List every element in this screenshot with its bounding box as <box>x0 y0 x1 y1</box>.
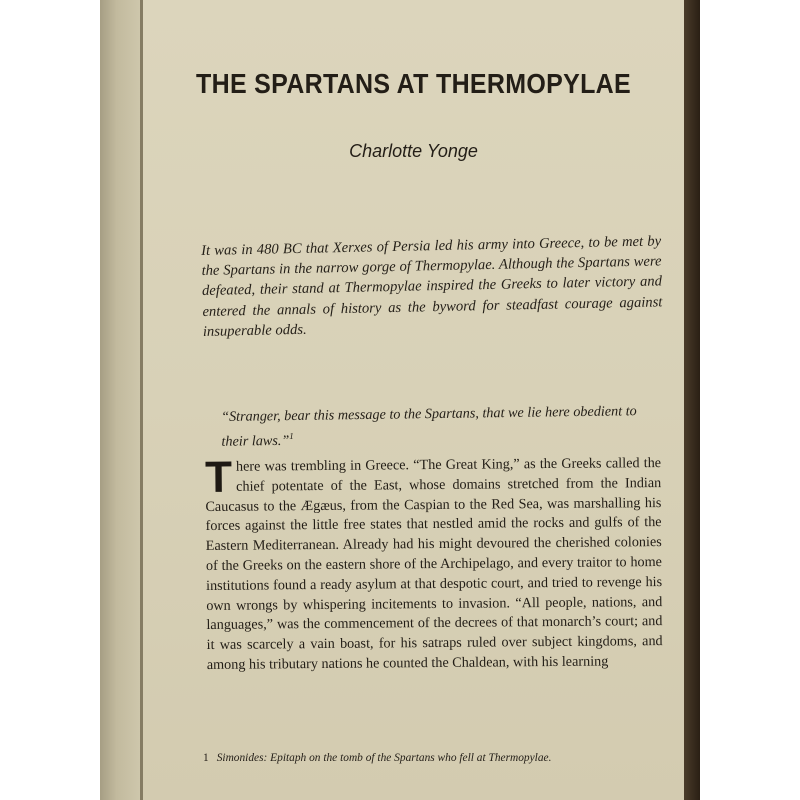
footnote-number: 1 <box>203 752 209 764</box>
footnote <box>203 751 673 766</box>
footnote-reference: 1 <box>289 430 294 442</box>
epigraph-text: “Stranger, bear this message to the Spartans, that we lie here obedient to their laws.” <box>221 403 637 450</box>
footnote-text: Simonides: Epitaph on the tomb of the Spartans who fell at Thermopylae. <box>216 752 552 764</box>
background-left <box>0 0 100 800</box>
book-page <box>143 0 684 800</box>
body-text: here was trembling in Greece. “The Great King,” as the Greeks called the chief potentate of the East, whose domains stretched from the Indian Caucasus to the Ægæus, from the Caspian to the Red Sea, was marshalling his forces against the little free states that nestled amid the rocks and gulfs of the Eastern Mediterranean. Already had his might devoured the cherished colonies of the Greeks on the eastern shore of the Archipelago, and every traitor to home institutions found a ready asylum at that despotic court, and tried to revenge his own wrongs by whispering incitements to invasion. “All people, nations, and languages,” was the commencement of the decrees of that monarch’s court; and it was scarcely a vain boast, for his satraps ruled over subject kingdoms, and among his tributary nations he counted the Chaldean, with his learning <box>205 455 663 673</box>
epigraph <box>221 401 662 452</box>
body-paragraph <box>205 454 663 676</box>
background-right <box>700 0 800 800</box>
drop-cap: T <box>204 452 233 502</box>
right-shadow <box>684 0 700 800</box>
intro-paragraph: It was in 480 BC that Xerxes of Persia led his army into Greece, to be met by the Spartans in the narrow gorge of Thermopylae. Although the Spartans were defeated, their stand at Thermopylae inspired the Greeks to later victory and entered the annals of history as the byword for steadfast courage against insuperable odds. <box>201 233 663 340</box>
left-page-edge <box>100 0 142 800</box>
chapter-title: THE SPARTANS AT THERMOPYLAE <box>196 68 631 100</box>
author-name: Charlotte Yonge <box>349 141 478 161</box>
